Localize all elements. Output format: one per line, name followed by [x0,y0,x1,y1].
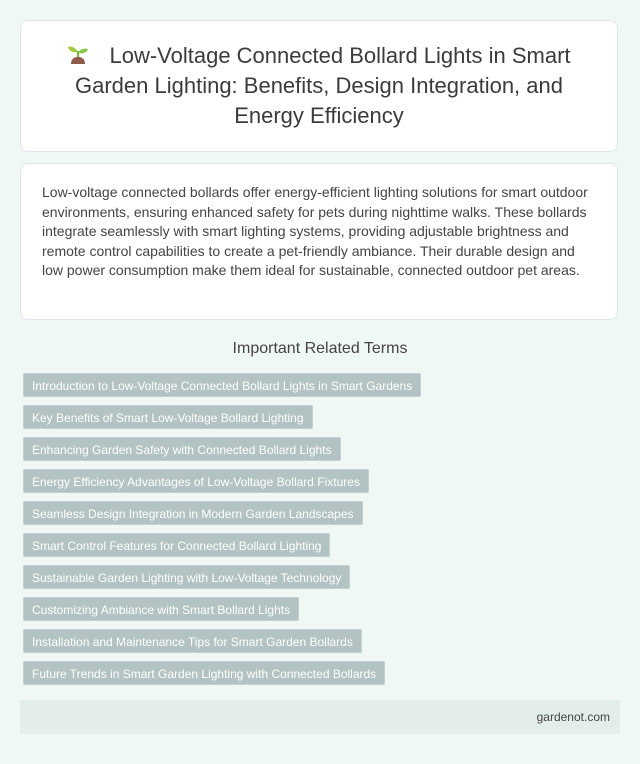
footer-site-link[interactable]: gardenot.com [536,710,610,724]
title-card [20,20,618,152]
footer [20,700,620,734]
related-term-tag[interactable]: Future Trends in Smart Garden Lighting with Connected Bollards [23,661,385,685]
related-term-tag[interactable]: Customizing Ambiance with Smart Bollard Lights [23,597,299,621]
sprout-icon [67,43,89,65]
page-title [45,41,593,131]
related-term-tag[interactable]: Energy Efficiency Advantages of Low-Voltage Bollard Fixtures [23,469,369,493]
related-term-tag[interactable]: Enhancing Garden Safety with Connected Bollard Lights [23,437,341,461]
page-title-text: Low-Voltage Connected Bollard Lights in Smart Garden Lighting: Benefits, Design Integration, and Energy Efficiency [75,43,571,128]
related-term-tag[interactable]: Smart Control Features for Connected Bollard Lighting [23,533,330,557]
related-terms-list [23,373,421,685]
description-card [20,163,618,320]
related-terms-heading: Important Related Terms [232,340,408,357]
related-term-tag[interactable]: Installation and Maintenance Tips for Smart Garden Bollards [23,629,362,653]
related-term-tag[interactable]: Key Benefits of Smart Low-Voltage Bollard Lighting [23,405,313,429]
related-term-tag[interactable]: Sustainable Garden Lighting with Low-Voltage Technology [23,565,350,589]
related-term-tag[interactable]: Introduction to Low-Voltage Connected Bollard Lights in Smart Gardens [23,373,421,397]
description-text: Low-voltage connected bollards offer energy-efficient lighting solutions for smart outdoor environments, ensuring enhanced safety for pets during nighttime walks. These bollards integrate seamlessly with smart lighting systems, providing adjustable brightness and remote control capabilities to create a pet-friendly ambiance. Their durable design and low power consumption make them ideal for sustainable, connected outdoor pet areas. [42,184,588,278]
related-term-tag[interactable]: Seamless Design Integration in Modern Garden Landscapes [23,501,363,525]
